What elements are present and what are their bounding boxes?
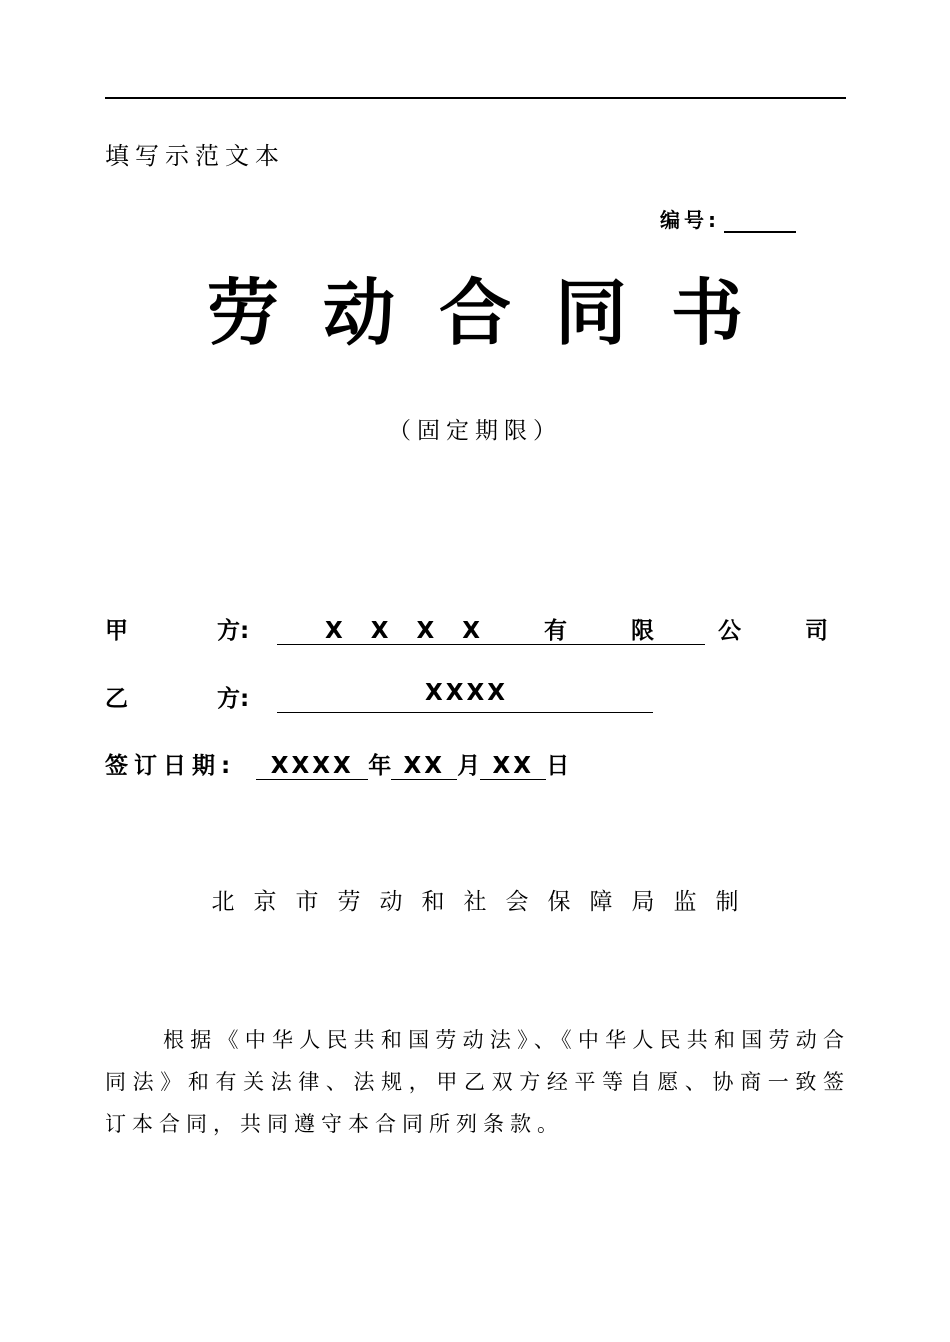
party-a-value: XXXX 有 限 公 司 [325,618,856,644]
serial-label: 编号: [660,208,720,232]
document-subtitle: （固定期限） [388,418,562,444]
document-title: 劳动合同书 [206,271,787,355]
serial-number [660,204,796,233]
party-b-row [105,680,665,714]
sign-date-day-field[interactable]: XX [480,753,546,780]
header-note: 填写示范文本 [105,142,285,170]
sign-date-month-unit: 月 [457,753,481,779]
party-b-label-first: 乙 [105,686,128,712]
supervisor-line: 北京市劳动和社会保障局监制 [211,889,758,915]
party-a-label-first: 甲 [105,618,128,644]
sign-date-label: 签订日期: [105,753,237,779]
party-b-field[interactable] [277,680,653,713]
party-a-field[interactable] [277,612,856,645]
top-rule [105,97,846,99]
sign-date-year-field[interactable]: XXXX [256,753,368,780]
serial-blank[interactable] [724,211,796,233]
intro-paragraph: 根据《中华人民共和国劳动法》、《中华人民共和国劳动合同法》和有关法律、法规，甲乙双方经平等自愿、协商一致签订本合同，共同遵守本合同所列条款。 [105,1028,850,1136]
party-b-label-second: 方: [217,686,250,712]
party-a-row [105,612,856,646]
party-a-label-second: 方: [217,618,250,644]
sign-date-month-field[interactable]: XX [391,753,457,780]
sign-date-row [105,747,569,780]
party-b-value: XXXX [425,680,508,706]
sign-date-day-unit: 日 [546,753,570,779]
sign-date-year-unit: 年 [368,753,392,779]
